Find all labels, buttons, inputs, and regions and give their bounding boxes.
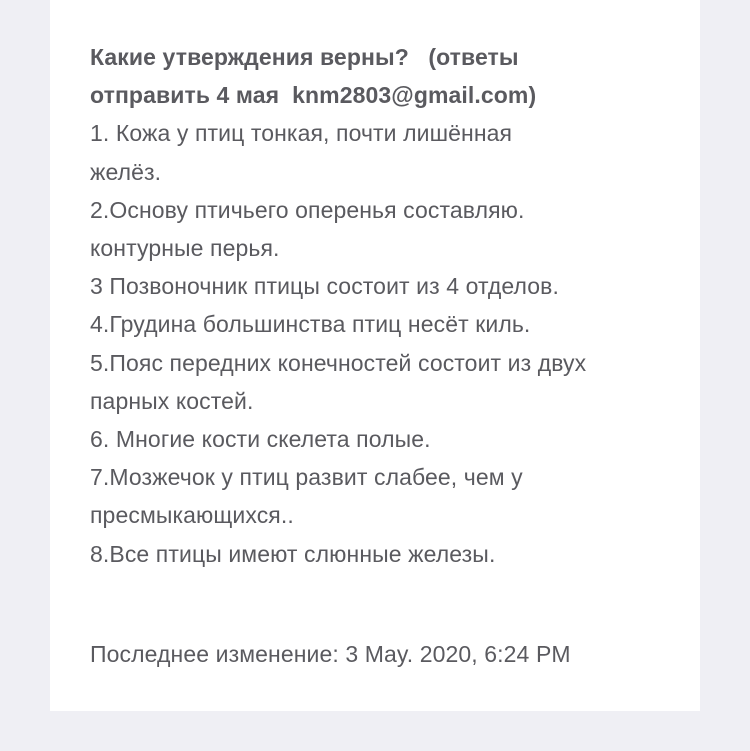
note-line: 6. Многие кости скелета полые. (90, 426, 431, 453)
last-modified-label: Последнее изменение: 3 May. 2020, 6:24 PM (90, 641, 571, 667)
note-line: 4.Грудина большинства птиц несёт киль. (90, 311, 531, 338)
note-line: парных костей. (90, 387, 254, 414)
note-line: пресмыкающихся.. (90, 502, 294, 529)
note-title-line: отправить 4 мая knm2803@gmail.com) (90, 82, 537, 109)
note-title-line: Какие утверждения верны? (ответы (90, 44, 519, 70)
note-line: контурные перья. (90, 235, 280, 262)
note-line: 5.Пояс передних конечностей состоит из двух (90, 349, 587, 376)
note-line: 2.Основу птичьего оперенья составляю. (90, 196, 525, 223)
note-line: 1. Кожа у птиц тонкая, почти лишённая (90, 120, 513, 147)
note-body[interactable] (90, 38, 700, 573)
note-line: 3 Позвоночник птицы состоит из 4 отделов. (90, 273, 559, 300)
note-line: 8.Все птицы имеют слюнные железы. (90, 540, 496, 567)
note-line: желёз. (90, 158, 162, 185)
note-line: 7.Мозжечок у птиц развит слабее, чем у (90, 464, 523, 491)
note-card (50, 0, 700, 711)
